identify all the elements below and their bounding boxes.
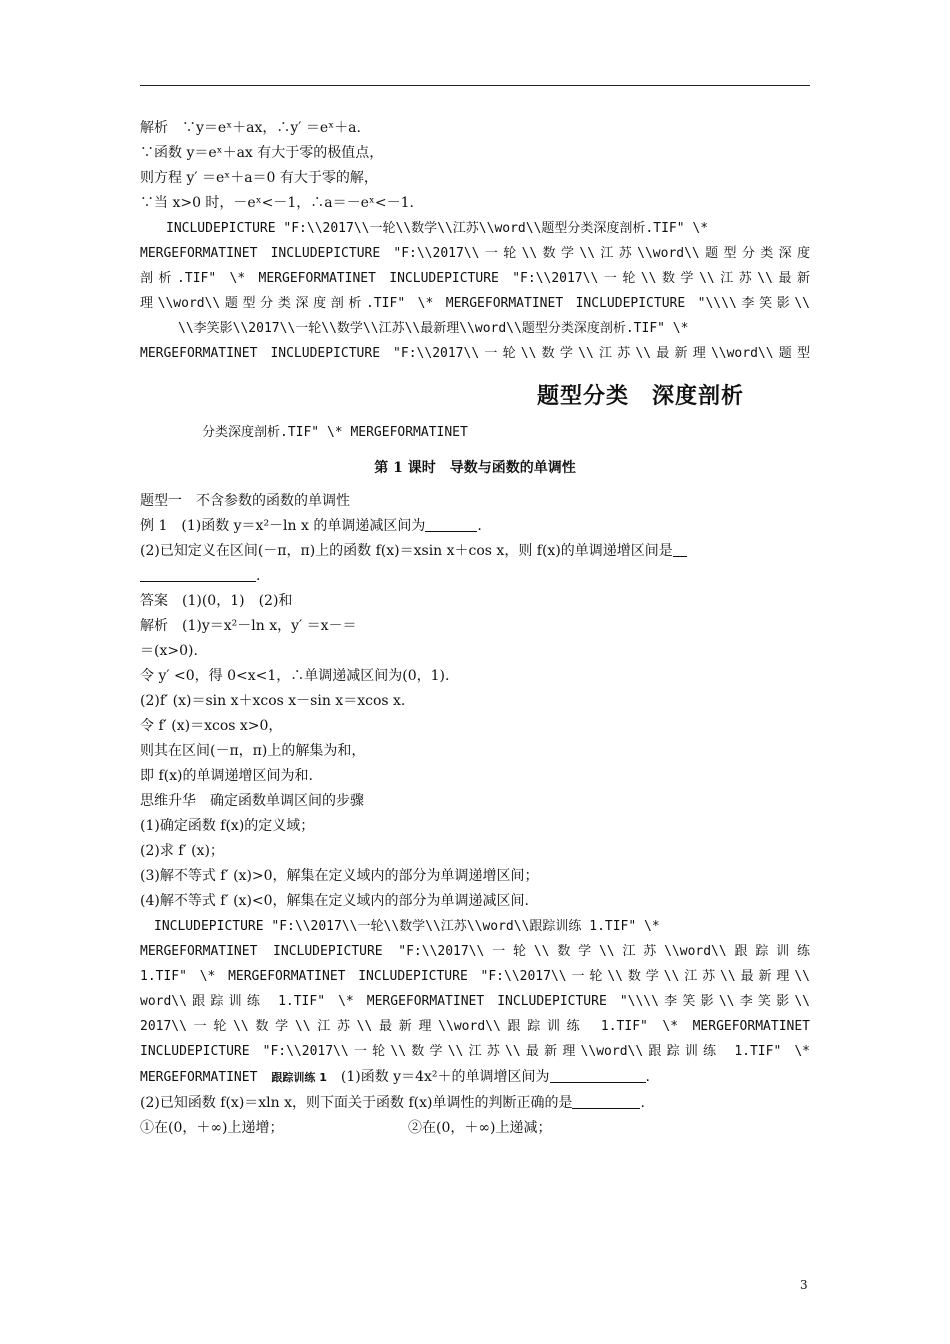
header-rule — [140, 85, 810, 86]
answer-blank — [673, 542, 687, 557]
field-code-line: INCLUDEPICTURE "F:\\2017\\一轮\\数学\\江苏\\最新理\\word\\跟踪训练 1.TIF" \* — [140, 1044, 810, 1059]
practice-text: (1)函数 y＝4x²＋的单调增区间为 — [340, 1069, 550, 1085]
field-code-line: 剖析.TIF" \* MERGEFORMATINET INCLUDEPICTURE "F:\\2017\\一轮\\数学\\江苏\\最新 — [140, 271, 810, 286]
answer-blank — [140, 567, 256, 582]
analysis-line: 令 f′ (x)＝xcos x>0， — [140, 718, 283, 734]
example-text: (2)已知定义在区间(－π，π)上的函数 f(x)＝xsin x＋cos x，则 f(x)的单调递增区间是 — [140, 543, 673, 559]
analysis-line: 即 f(x)的单调递增区间为和. — [140, 768, 313, 784]
lesson-title: 第 1 课时 导数与函数的单调性 — [374, 460, 576, 476]
option-1: ①在(0，＋∞)上递增； — [140, 1120, 284, 1136]
example-period: . — [256, 568, 261, 584]
example-text: 例 1 (1)函数 y＝x²－ln x 的单调递减区间为 — [140, 518, 426, 534]
answer-blank — [550, 1068, 646, 1083]
field-code-line: MERGEFORMATINET INCLUDEPICTURE "F:\\2017\\一轮\\数学\\江苏\\word\\跟踪训练 — [140, 944, 810, 959]
example-line — [140, 564, 810, 589]
example-period: . — [477, 518, 482, 534]
page-number: 3 — [800, 1278, 808, 1292]
example-line — [140, 514, 810, 539]
practice-text: (2)已知函数 f(x)＝xln x，则下面关于函数 f(x)单调性的判断正确的是 — [140, 1095, 573, 1111]
analysis-line: ＝(x>0). — [140, 643, 198, 659]
option-2: ②在(0，＋∞)上递减； — [408, 1120, 552, 1136]
field-code-line: MERGEFORMATINET INCLUDEPICTURE "F:\\2017\\一轮\\数学\\江苏\\最新理\\word\\题型 — [140, 346, 810, 361]
section-banner: 题型分类 深度剖析 — [536, 384, 744, 409]
page-content — [140, 116, 810, 1141]
field-code-line: MERGEFORMATINET INCLUDEPICTURE "F:\\2017\\一轮\\数学\\江苏\\word\\题型分类深度 — [140, 246, 810, 261]
field-code-tail: 分类深度剖析.TIF" \* MERGEFORMATINET — [202, 425, 468, 440]
answer-blank — [572, 1094, 640, 1109]
solution-line: ∵函数 y＝eˣ＋ax 有大于零的极值点， — [140, 145, 384, 161]
practice-tag: 跟踪训练 1 — [271, 1071, 327, 1084]
summary-title: 思维升华 确定函数单调区间的步骤 — [140, 793, 364, 809]
field-code-line: 2017\\一轮\\数学\\江苏\\最新理\\word\\跟踪训练 1.TIF" \* MERGEFORMATINET — [140, 1019, 810, 1034]
solution-line: 则方程 y′ ＝eˣ＋a＝0 有大于零的解， — [140, 170, 378, 186]
field-code-line: 1.TIF" \* MERGEFORMATINET INCLUDEPICTURE "F:\\2017\\一轮\\数学\\江苏\\最新理\\ — [140, 969, 810, 984]
summary-step: (2)求 f′ (x)； — [140, 843, 224, 859]
answer-line: 答案 (1)(0，1) (2)和 — [140, 593, 293, 609]
summary-step: (3)解不等式 f′ (x)>0，解集在定义域内的部分为单调递增区间； — [140, 868, 539, 884]
practice-period: . — [640, 1095, 645, 1111]
answer-blank — [425, 517, 477, 532]
analysis-line: 令 y′ <0，得 0<x<1，∴单调递减区间为(0，1). — [140, 668, 450, 684]
field-code-line: word\\跟踪训练 1.TIF" \* MERGEFORMATINET INCLUDEPICTURE "\\\\李笑影\\李笑影\\ — [140, 994, 810, 1009]
solution-line: 解析 ∵y＝eˣ＋ax，∴y′ ＝eˣ＋a. — [140, 120, 361, 136]
practice-line — [140, 1091, 810, 1116]
analysis-line: 则其在区间(－π，π)上的解集为和， — [140, 743, 366, 759]
solution-line: ∵当 x>0 时，－eˣ<－1，∴a＝－eˣ<－1. — [140, 195, 414, 211]
practice-line — [140, 1064, 810, 1091]
analysis-line: 解析 (1)y＝x²－ln x，y′ ＝x－＝ — [140, 618, 357, 634]
practice-period: . — [645, 1069, 650, 1085]
summary-step: (4)解不等式 f′ (x)<0，解集在定义域内的部分为单调递减区间. — [140, 893, 529, 909]
summary-step: (1)确定函数 f(x)的定义域； — [140, 818, 315, 834]
analysis-line: (2)f′ (x)＝sin x＋xcos x－sin x＝xcos x. — [140, 693, 406, 709]
field-code-line: \\李笑影\\2017\\一轮\\数学\\江苏\\最新理\\word\\题型分类深度剖析.TIF" \* — [178, 321, 689, 336]
practice-options — [140, 1116, 810, 1141]
field-code-end: MERGEFORMATINET — [140, 1070, 258, 1085]
example-line — [140, 539, 810, 564]
type-title: 题型一 不含参数的函数的单调性 — [140, 493, 350, 509]
field-code-line: INCLUDEPICTURE "F:\\2017\\一轮\\数学\\江苏\\word\\题型分类深度剖析.TIF" \* — [166, 221, 709, 236]
field-code-line: 理\\word\\题型分类深度剖析.TIF" \* MERGEFORMATINET INCLUDEPICTURE "\\\\李笑影\\ — [140, 296, 810, 311]
field-code-line: INCLUDEPICTURE "F:\\2017\\一轮\\数学\\江苏\\word\\跟踪训练 1.TIF" \* — [154, 919, 660, 934]
